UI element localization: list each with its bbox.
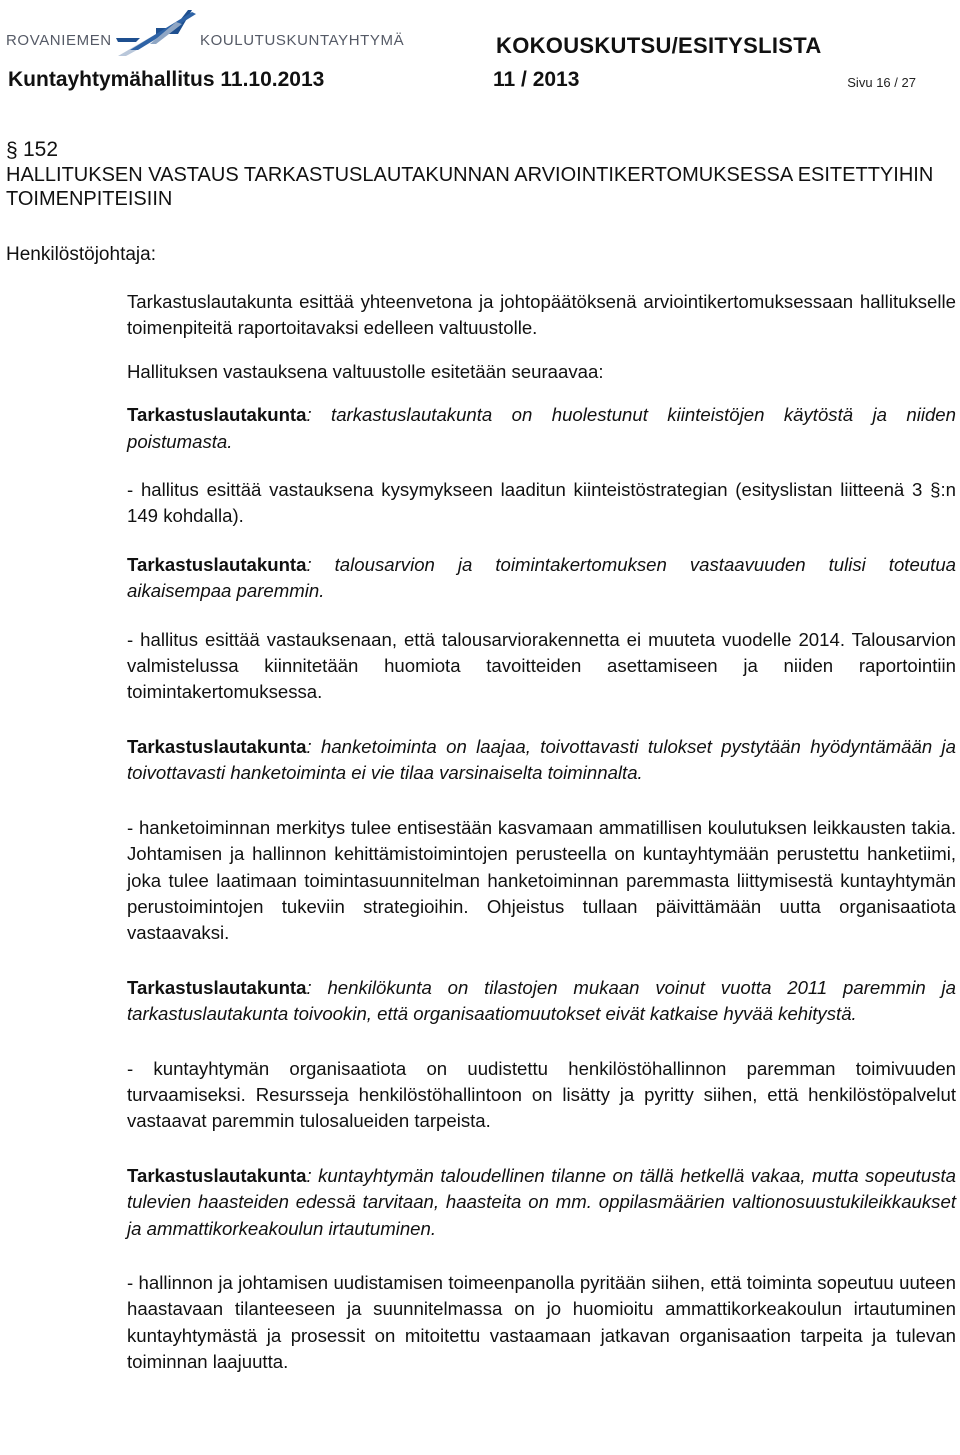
logo-emblem-icon — [116, 10, 196, 56]
audit-committee-label: Tarkastuslautakunta — [127, 976, 307, 998]
board-response-4: - kuntayhtymän organisaatiota on uudistettu henkilöstöhallinnon paremman toimivuuden turvaamiseksi. Resursseja henkilöstöhallintoon on lisätty ja pyritty siihen, että henkilöstöpalvelut vastaavat paremmin tulosalueiden tarpeista. — [127, 1057, 956, 1132]
audit-comment-text: : hanketoiminta on laajaa, toivottavasti tulokset pystytään hyödyntämään ja toivottavasti hanketoiminta ei vie tilaa varsinaiselta toiminnalta. — [127, 735, 956, 784]
audit-comment-4 — [127, 975, 956, 1028]
intro-paragraph: Tarkastuslautakunta esittää yhteenvetona ja johtopäätöksenä arviointikertomuksessaan hallitukselle toimenpiteitä raportoitavaksi edelleen valtuustolle. — [127, 291, 956, 339]
board-response-3: - hanketoiminnan merkitys tulee entisestään kasvamaan ammatillisen koulutuksen leikkausten takia. Johtamisen ja hallinnon kehittämistoimintojen perusteella on kuntayhtymään perustettu hanketiimi, joka tulee laatimaan toimintasuunnitelman hanketoiminnan paremmasta liittymisestä kuntayhtymän perustoimintojen tukeviin strategioihin. Ohjeistus tullaan päivittämään uutta organisaatiota vastaavaksi. — [127, 816, 956, 944]
meeting-info — [0, 68, 960, 98]
audit-committee-label: Tarkastuslautakunta — [127, 735, 307, 757]
audit-committee-label: Tarkastuslautakunta — [127, 404, 307, 426]
meeting-number: 11 / 2013 — [493, 68, 580, 91]
board-response-5: - hallinnon ja johtamisen uudistamisen toimeenpanolla pyritään siihen, että toiminta sopeutuu uuteen haastavaan tilanteeseen ja suunnitelmassa on jo huomioitu ammattikorkeakoulun irtautuminen kuntayhtymästä ja prosessit on mitoitettu vastaamaan jatkavan organisaation tarpeita ja tulevan toiminnan laajuutta. — [127, 1271, 956, 1373]
audit-comment-5 — [127, 1163, 956, 1242]
page-label: Sivu — [847, 75, 873, 90]
page-total: 27 — [901, 75, 916, 90]
page-separator: / — [894, 75, 898, 90]
audit-comment-2 — [127, 552, 956, 605]
logo-text-left: ROVANIEMEN — [6, 32, 112, 49]
page-indicator — [847, 75, 916, 90]
page-current: 16 — [876, 75, 891, 90]
presenter: Henkilöstöjohtaja: — [6, 244, 156, 265]
logo-text-right: KOULUTUSKUNTAYHTYMÄ — [200, 32, 405, 49]
page-header — [0, 0, 960, 62]
audit-committee-label: Tarkastuslautakunta — [127, 553, 307, 575]
lead-paragraph: Hallituksen vastauksena valtuustolle esitetään seuraavaa: — [127, 360, 604, 382]
audit-comment-text: : talousarvion ja toimintakertomuksen vastaavuuden tulisi toteutua aikaisempaa paremmin. — [127, 553, 956, 602]
organization-logo — [6, 4, 426, 60]
section-title: HALLITUKSEN VASTAUS TARKASTUSLAUTAKUNNAN ARVIOINTIKERTOMUKSESSA ESITETTYIHIN TOIMENPITEISIIN — [6, 164, 934, 210]
document-body — [127, 289, 956, 1376]
audit-comment-text: : tarkastuslautakunta on huolestunut kiinteistöjen käytöstä ja niiden poistumasta. — [127, 404, 956, 452]
section-sign: § — [6, 139, 18, 162]
document-type: KOKOUSKUTSU/ESITYSLISTA — [496, 33, 822, 58]
audit-committee-label: Tarkastuslautakunta — [127, 1164, 307, 1186]
audit-comment-1 — [127, 402, 956, 455]
meeting-name: Kuntayhtymähallitus 11.10.2013 — [8, 68, 325, 91]
audit-comment-text: : kuntayhtymän taloudellinen tilanne on tällä hetkellä vakaa, mutta sopeutusta tulevien haasteiden edessä tarvitaan, haasteita on mm. oppilasmäärien valtionosuustukileikkaukset ja ammattikorkeakoulun irtautuminen. — [127, 1164, 956, 1239]
audit-comment-3 — [127, 734, 956, 787]
board-response-2: - hallitus esittää vastauksenaan, että talousarviorakennetta ei muuteta vuodelle 2014. Talousarvion valmistelussa kiinnitetään huomiota tavoitteiden asettamiseen ja niiden raportointiin toimintakertomuksessa. — [127, 628, 956, 703]
section-number: 152 — [23, 138, 59, 161]
board-response-1: - hallitus esittää vastauksena kysymykseen laaditun kiinteistöstrategian (esityslistan liitteenä 3 §:n 149 kohdalla). — [127, 479, 956, 527]
audit-comment-text: : henkilökunta on tilastojen mukaan voinut vuotta 2011 paremmin ja tarkastuslautakunta toivookin, että organisaatiomuutokset eivät katkaise hyvää kehitystä. — [127, 976, 956, 1025]
